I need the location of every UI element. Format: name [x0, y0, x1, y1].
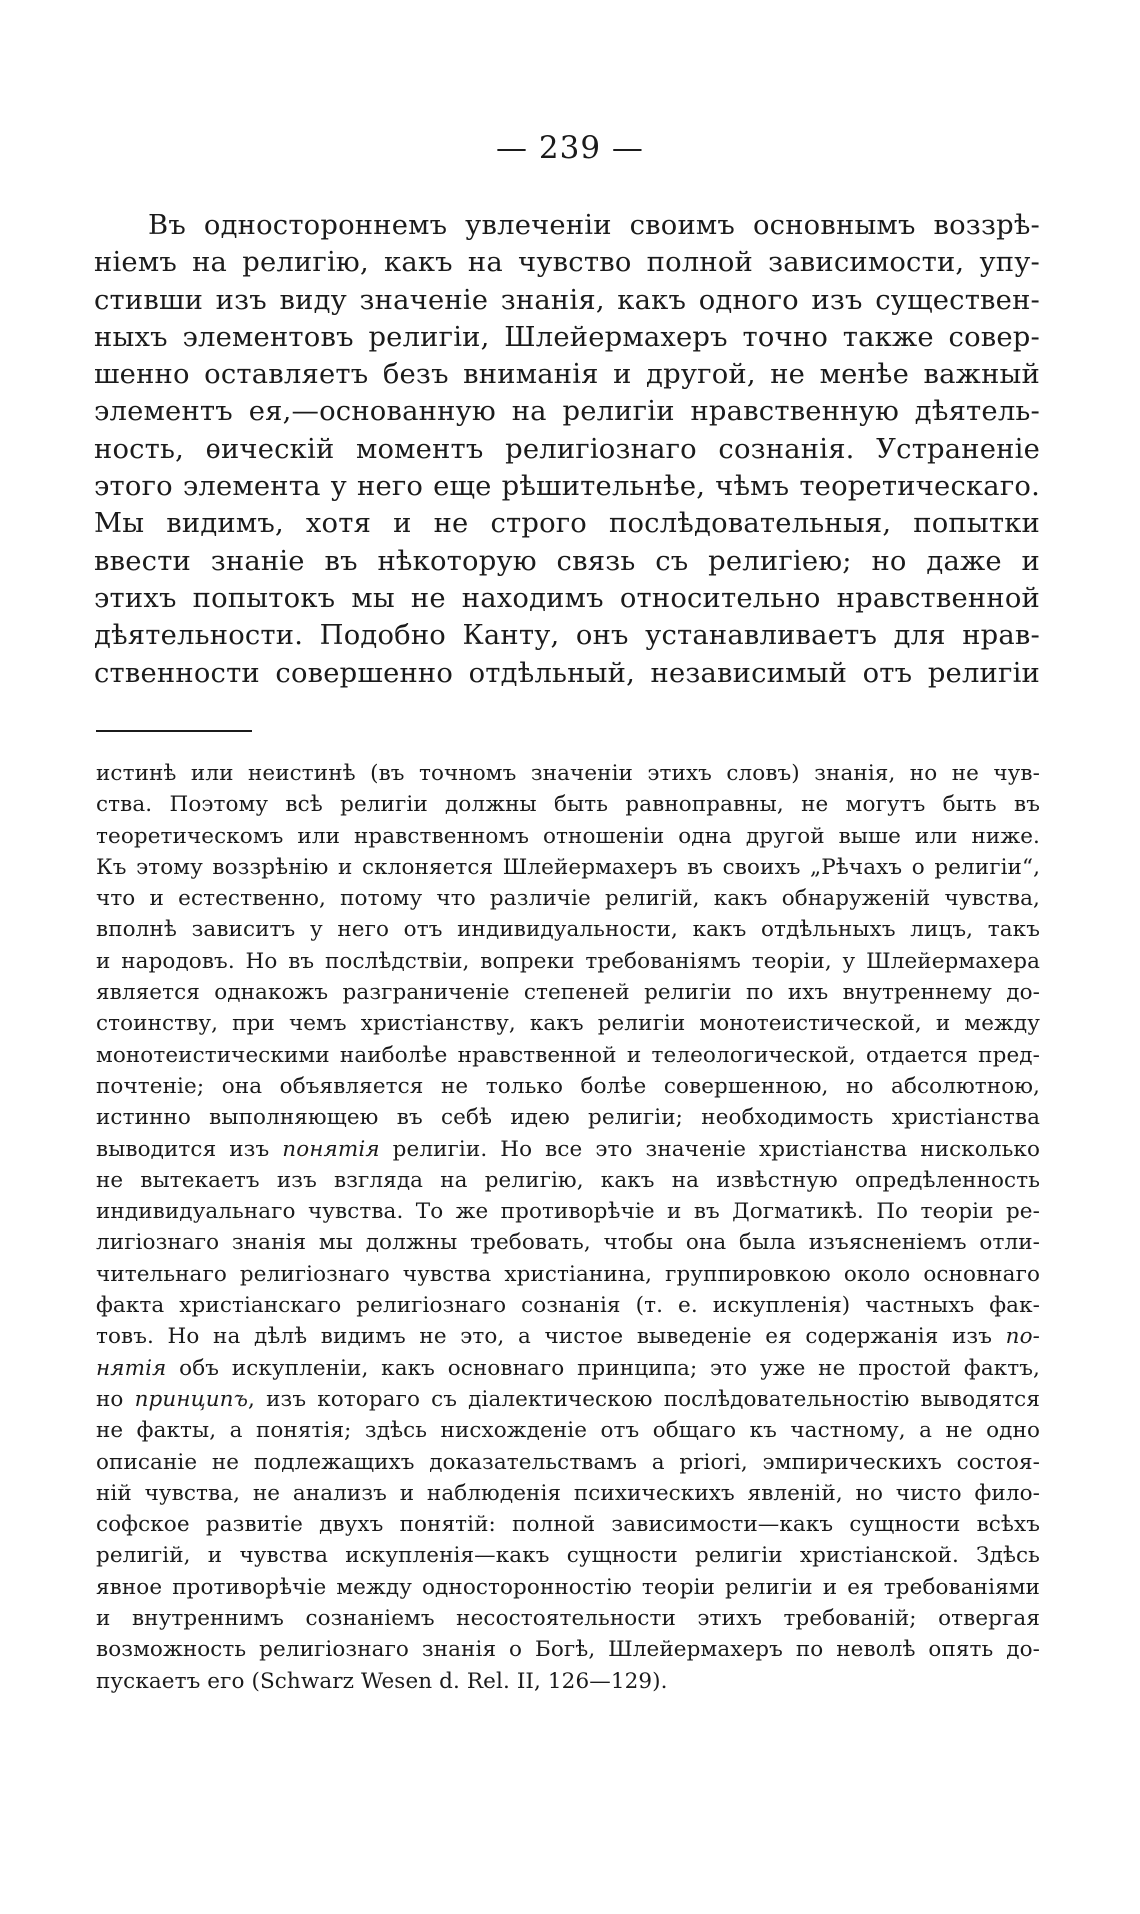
- footnote-line: религій, и чувства искупленія—какъ сущности религіи христіанской. Здѣсь: [96, 1543, 1040, 1569]
- footnote-line: товъ. Но на дѣлѣ видимъ не это, а чистое выведеніе ея содержанія изъ по-: [96, 1324, 1040, 1350]
- main-line: этого элемента у него еще рѣшительнѣе, чѣмъ теоретическаго.: [94, 471, 1040, 503]
- footnote-line: ства. Поэтому всѣ религіи должны быть равноправны, не могутъ быть въ: [96, 792, 1040, 818]
- main-line: ніемъ на религію, какъ на чувство полной зависимости, упу-: [94, 247, 1040, 279]
- footnote-line: возможность религіознаго знанія о Богѣ, Шлейермахеръ по неволѣ опять до-: [96, 1637, 1040, 1663]
- footnote-line: явное противорѣчіе между односторонностію теоріи религіи и ея требованіями: [96, 1574, 1040, 1600]
- footnote-line: Къ этому воззрѣнію и склоняется Шлейермахеръ въ своихъ „Рѣчахъ о религіи“,: [96, 854, 1040, 880]
- footnote-line: описаніе не подлежащихъ доказательствамъ a priori, эмпирическихъ состоя-: [96, 1449, 1040, 1475]
- main-paragraph: [94, 207, 1040, 692]
- footnote-line: выводится изъ понятія религіи. Но все это значеніе христіанства нисколько: [96, 1136, 1040, 1162]
- footnote-line: но принципъ, изъ котораго съ діалектическою послѣдовательностію выводятся: [96, 1386, 1040, 1412]
- footnote-line: что и естественно, потому что различіе религій, какъ обнаруженій чувства,: [96, 886, 1040, 912]
- main-line: дѣятельности. Подобно Канту, онъ устанавливаетъ для нрав-: [94, 620, 1040, 652]
- main-line: ственности совершенно отдѣльный, независимый отъ религіи: [94, 657, 1040, 689]
- footnote-line: не вытекаетъ изъ взгляда на религію, какъ на извѣстную опредѣленность: [96, 1167, 1040, 1193]
- footnote: [96, 758, 1040, 1697]
- footnote-line: почтеніе; она объявляется не только болѣе совершенною, но абсолютною,: [96, 1073, 1040, 1099]
- footnote-line: индивидуальнаго чувства. То же противорѣчіе и въ Догматикѣ. По теоріи ре-: [96, 1199, 1040, 1225]
- main-line: этихъ попытокъ мы не находимъ относительно нравственной: [94, 582, 1040, 614]
- footnote-line: является однакожъ разграниченіе степеней религіи по ихъ внутреннему до-: [96, 980, 1040, 1006]
- footnote-line: и внутреннимъ сознаніемъ несостоятельности этихъ требованій; отвергая: [96, 1606, 1040, 1632]
- footnote-line: ній чувства, не анализъ и наблюденія психическихъ явленій, но чисто фило-: [96, 1480, 1040, 1506]
- footnote-line: нятія объ искупленіи, какъ основнаго принципа; это уже не простой фактъ,: [96, 1355, 1040, 1381]
- footnote-line: пускаетъ его (Schwarz Wesen d. Rel. II, 126—129).: [96, 1668, 668, 1694]
- footnote-line: стоинству, при чемъ христіанству, какъ религіи монотеистической, и между: [96, 1011, 1040, 1037]
- footnote-separator: [96, 730, 252, 732]
- footnote-line: теоретическомъ или нравственномъ отношеніи одна другой выше или ниже.: [96, 823, 1040, 849]
- main-line: Въ одностороннемъ увлеченіи своимъ основнымъ воззрѣ-: [148, 210, 1040, 241]
- footnote-line: истинно выполняющею въ себѣ идею религіи; необходимость христіанства: [96, 1105, 1040, 1131]
- main-line: Мы видимъ, хотя и не строго послѣдовательныя, попытки: [94, 508, 1040, 540]
- footnote-line: не факты, а понятія; здѣсь нисхожденіе отъ общаго къ частному, а не одно: [96, 1418, 1040, 1444]
- main-line: стивши изъ виду значеніе знанія, какъ одного изъ существен-: [94, 284, 1040, 316]
- footnote-line: вполнѣ зависитъ у него отъ индивидуальности, какъ отдѣльныхъ лицъ, такъ: [96, 917, 1040, 943]
- footnote-line: софское развитіе двухъ понятій: полной зависимости—какъ сущности всѣхъ: [96, 1512, 1040, 1538]
- footnote-line: факта христіанскаго религіознаго сознанія (т. е. искупленія) частныхъ фак-: [96, 1293, 1040, 1319]
- main-line: ввести знаніе въ нѣкоторую связь съ религіею; но даже и: [94, 545, 1040, 577]
- main-line: элементъ ея,—основанную на религіи нравственную дѣятель-: [94, 396, 1040, 428]
- footnote-line: истинѣ или неистинѣ (въ точномъ значеніи этихъ словъ) знанія, но не чув-: [96, 761, 1040, 786]
- footnote-line: и народовъ. Но въ послѣдствіи, вопреки требованіямъ теоріи, у Шлейермахера: [96, 948, 1040, 974]
- footnote-line: лигіознаго знанія мы должны требовать, чтобы она была изъясненіемъ отли-: [96, 1230, 1040, 1256]
- footnote-line: чительнаго религіознаго чувства христіанина, группировкою около основнаго: [96, 1261, 1040, 1287]
- main-line: ныхъ элементовъ религіи, Шлейермахеръ точно также совер-: [94, 321, 1040, 353]
- main-line: шенно оставляетъ безъ вниманія и другой, не менѣе важный: [94, 359, 1040, 391]
- page-number: — 239 —: [496, 130, 644, 166]
- main-line: ность, ѳическій моментъ религіознаго сознанія. Устраненіе: [94, 433, 1040, 465]
- footnote-line: монотеистическими наиболѣе нравственной и телеологической, отдается пред-: [96, 1042, 1040, 1068]
